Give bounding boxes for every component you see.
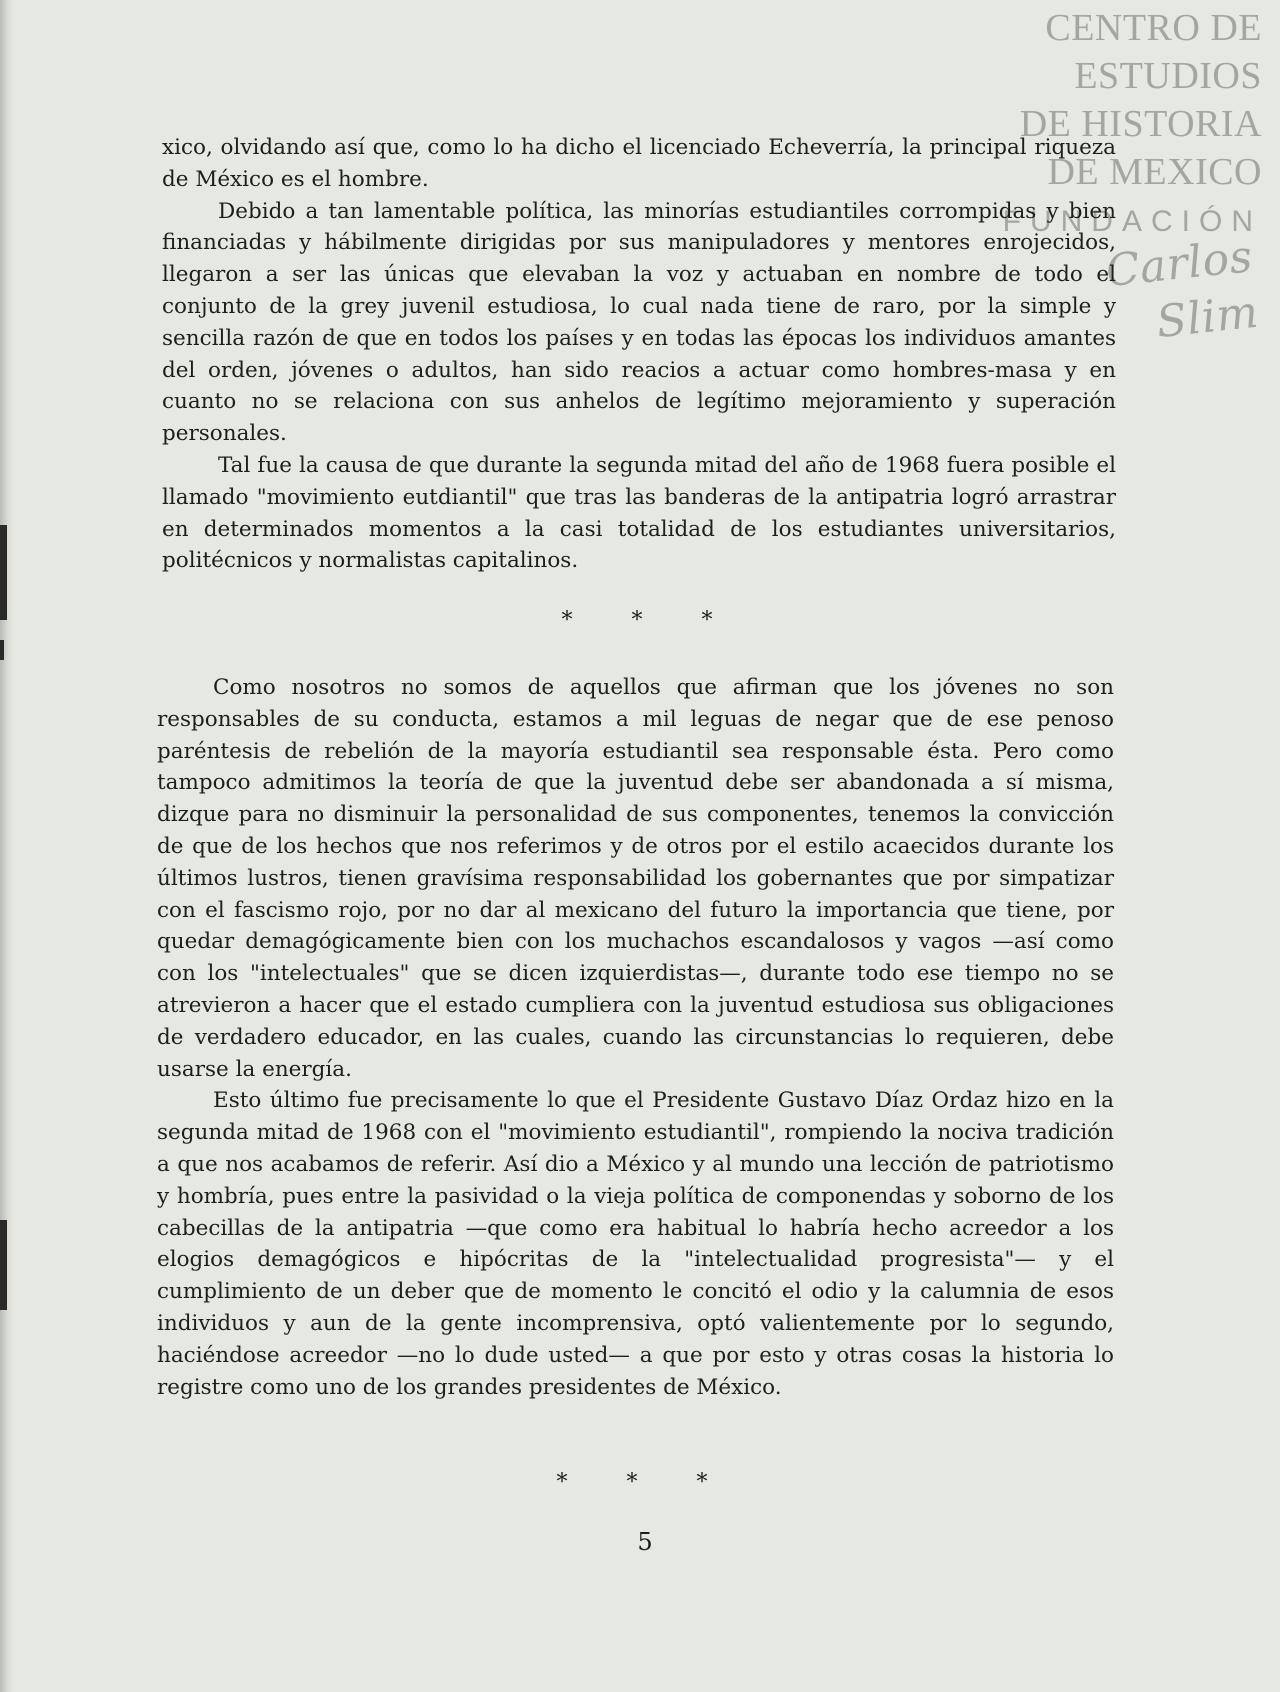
page-number: 5 xyxy=(637,1528,653,1556)
scan-edge-mark xyxy=(0,525,7,620)
paragraph: xico, olvidando así que, como lo ha dicho el licenciado Echeverría, la principal riqueza de México es el hombre. xyxy=(162,135,1116,192)
paragraph: Debido a tan lamentable política, las minorías estudiantiles corrompidas y bien financiadas y hábilmente dirigidas por sus manipuladores y mentores enrojecidos, llegaron a ser las únicas que elevaban la voz y actuaban en nombre de todo el conjunto de la grey juvenil estudiosa, lo cual nada tiene de raro, por la simple y sencilla razón de que en todos los países y en todas las épocas los individuos amantes del orden, jóvenes o adultos, han sido reacios a actuar como hombres-masa y en cuanto no se relaciona con sus anhelos de legítimo mejoramiento y superación personales. xyxy=(162,198,1116,447)
paragraph: Esto último fue precisamente lo que el Presidente Gustavo Díaz Ordaz hizo en la segunda mitad de 1968 con el "movimiento estudiantil", rompiendo la nociva tradición a que nos acabamos de referir. Así dio a México y al mundo una lección de patriotismo y hombría, pues entre la pasividad o la vieja política de componendas y soborno de los cabecillas de la antipatria —que como era habitual lo habría hecho acreedor a los elogios demagógicos e hipócritas de la "intelectualidad progresista"— y el cumplimiento de un deber que de momento le concitó el odio y la calumnia de esos individuos y aun de la gente incomprensiva, optó valientemente por lo segundo, haciéndose acreedor —no lo dude usted— a que por esto y otras cosas la historia lo registre como uno de los grandes presidentes de México. xyxy=(157,1088,1114,1400)
scan-edge-mark xyxy=(0,640,4,660)
section-separator: * * * xyxy=(561,608,739,633)
watermark-line: DE HISTORIA xyxy=(1019,103,1262,145)
text-block-top xyxy=(162,132,1116,577)
watermark-signature: Carlos Slim xyxy=(1103,231,1261,349)
section-separator: * * * xyxy=(556,1470,734,1495)
text-block-bottom xyxy=(157,672,1114,1403)
scan-edge-mark xyxy=(0,1220,7,1310)
watermark-line: CENTRO DE xyxy=(1045,7,1262,49)
watermark-line: ESTUDIOS xyxy=(1074,55,1262,97)
paragraph: Como nosotros no somos de aquellos que afirman que los jóvenes no son responsables de su conducta, estamos a mil leguas de negar que de ese penoso paréntesis de rebelión de la mayoría estudiantil sea responsable ésta. Pero como tampoco admitimos la teoría de que la juventud debe ser abandonada a sí misma, dizque para no disminuir la personalidad de sus componentes, tenemos la convicción de que de los hechos que nos referimos y de otros por el estilo acaecidos durante los últimos lustros, tienen gravísima responsabilidad los gobernantes que por simpatizar con el fascismo rojo, por no dar al mexicano del futuro la importancia que tiene, por quedar demagógicamente bien con los muchachos escandalosos y vagos —así como con los "intelectuales" que se dicen izquierdistas—, durante todo ese tiempo no se atrevieron a hacer que el estado cumpliera con la juventud estudiosa sus obligaciones de verdadero educador, en las cuales, cuando las circunstancias lo requieren, debe usarse la energía. xyxy=(157,675,1114,1082)
watermark-foundation: FUNDACIÓN xyxy=(1002,205,1262,238)
watermark-line: DE MEXICO xyxy=(1047,151,1262,193)
page-binding-edge xyxy=(0,0,14,1692)
paragraph: Tal fue la causa de que durante la segunda mitad del año de 1968 fuera posible el llamado "movimiento eutdiantil" que tras las banderas de la antipatria logró arrastrar en determinados momentos a la casi totalidad de los estudiantes universitarios, politécnicos y normalistas capitalinos. xyxy=(162,452,1116,574)
